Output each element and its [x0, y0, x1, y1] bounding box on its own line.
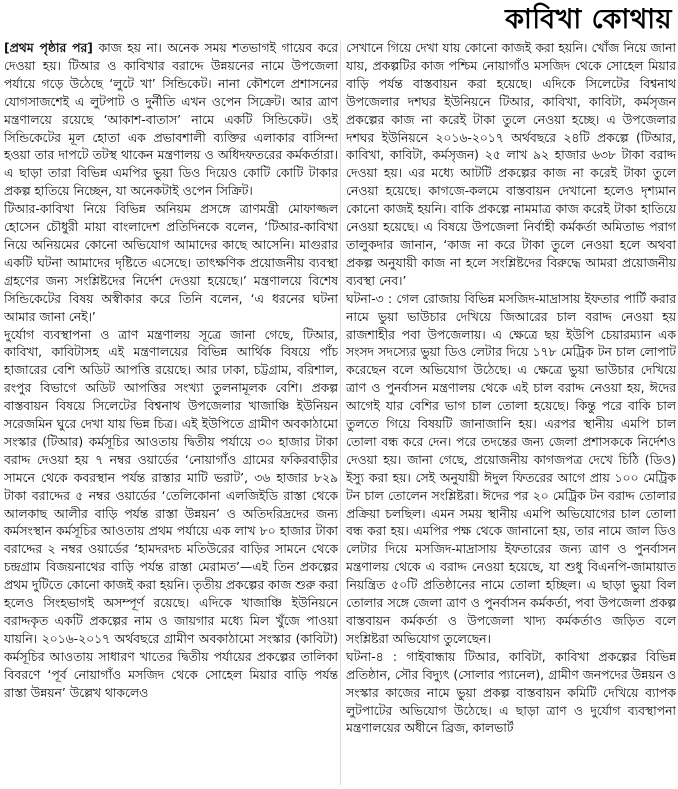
continuation-tag: [প্রথম পৃষ্ঠার পর] [4, 41, 93, 55]
paragraph: সেখানে গিয়ে দেখা যায় কোনো কাজই করা হয়নি। খোঁজ নিয়ে জানা যায়, প্রকল্পটির কাজ পশ্চিম নোয়াগাঁও মসজিদ থেকে সোহেল মিয়ার বাড়ি পর্যন্ত বাস্তবায়ন করা হয়েছে। এদিকে সিলেটের বিশ্বনাথ উপজেলার দশঘর ইউনিয়নে টিআর, কাবিখা, কাবিটা, কর্মসৃজন প্রকল্পের কাজ না করেই টাকা তুলে নেওয়া হচ্ছে। এ উপজেলার দশঘর ইউনিয়নে ২০১৬-২০১৭ অর্থবছরে ২৪টি প্রকল্পে (টিআর, কাবিখা, কাবিটা, কর্মসৃজন) ২৫ লাখ ৯২ হাজার ৬৩৮ টাকা বরাদ্দ দেওয়া হয়। এর মধ্যে আটটি প্রকল্পের কাজ না করেই টাকা তুলে নেওয়া হয়েছে। কাগজে-কলমে বাস্তবায়ন দেখানো হলেও দৃশ্যমান কোনো কাজই হয়নি। বাকি প্রকল্পে নামমাত্র কাজ করেই টাকা হাতিয়ে নেওয়া হয়েছে। এ বিষয়ে উপজেলা নির্বাহী কর্মকর্তা অমিতাভ পরাগ তালুকদার জানান, ‘কাজ না করে টাকা তুলে নেওয়া হলে অথবা প্রকল্প অনুযায়ী কাজ না হলে সংশ্লিষ্টদের বিরুদ্ধে আমরা প্রয়োজনীয় ব্যবস্থা নেব।’ [346, 41, 676, 288]
paragraph-text: কাজ হয় না। অনেক সময় শতভাগই গায়েব করে দেওয়া হয়। টিআর ও কাবিখার বরাদ্দে উন্নয়নের নামে উপজেলা পর্যায়ে গড়ে উঠেছে ‘লুটে খা’ সিন্ডিকেট। নানা কৌশলে প্রশাসনের যোগসাজশেই এ লুটপাট ও দুর্নীতি এখন ওপেন সিক্রেট। আর ত্রাণ মন্ত্রণালয়ে রয়েছে ‘আকাশ-বাতাস’ নামে একটি সিন্ডিকেট। ওই সিন্ডিকেটের মূল হোতা এক প্রভাবশালী ব্যক্তির এলাকার বাসিন্দা হওয়া তার দাপটে তটস্থ থাকেন মন্ত্রণালয় ও অধিদফতরের কর্মকর্তারা। এ ছাড়া তারা বিভিন্ন এমপির ভুয়া ডিও দিয়েও কোটি কোটি টাকার প্রকল্প হাতিয়ে নিচ্ছেন, যা অনেকটাই ওপেন সিক্রিট। [4, 41, 338, 199]
paragraph [4, 40, 338, 201]
headline: কাবিখা কোথায় [505, 4, 672, 35]
paragraph: টিআর-কাবিখা নিয়ে বিভিন্ন অনিয়ম প্রসঙ্গে ত্রাণমন্ত্রী মোফাজ্জল হোসেন চৌধুরী মায়া বাংলাদেশ প্রতিদিনকে বলেন, ‘টিআর-কাবিখা নিয়ে অনিয়মের কোনো অভিযোগ আমাদের কাছে আসেনি। মাগুরার একটি ঘটনা আমাদের দৃষ্টিতে এসেছে। তাৎক্ষণিক প্রয়োজনীয় ব্যবস্থা গ্রহণের জন্য সংশ্লিষ্টদের নির্দেশ দেওয়া হয়েছে।’ মন্ত্রণালয়ে বিশেষ সিন্ডিকেটের বিষয় অস্বীকার করে তিনি বলেন, ‘এ ধরনের ঘটনা আমার জানা নেই।’ [4, 202, 338, 324]
right-column [346, 40, 676, 788]
column-divider [340, 40, 341, 785]
paragraph: দুর্যোগ ব্যবস্থাপনা ও ত্রাণ মন্ত্রণালয় সূত্রে জানা গেছে, টিআর, কাবিখা, কাবিটাসহ এই মন্ত্রণালয়ের বিভিন্ন আর্থিক বিষয়ে পাঁচ হাজারের বেশি অডিট আপত্তি রয়েছে। আর ঢাকা, চট্টগ্রাম, বরিশাল, রংপুর বিভাগে অডিট আপত্তির সংখ্যা তুলনামূলক বেশি। প্রকল্প বাস্তবায়ন বিষয়ে সিলেটের বিশ্বনাথ উপজেলার খাজাঞ্চি ইউনিয়ন সরেজমিন ঘুরে দেখা যায় ভিন্ন চিত্র। এই ইউপিতে গ্রামীণ অবকাঠামো সংস্কার (টিআর) কর্মসূচির আওতায় দ্বিতীয় পর্যায়ে ৩০ হাজার টাকা বরাদ্দ দেওয়া হয় ৭ নম্বর ওয়ার্ডের ‘নোয়াগাঁও গ্রামের ফকিরবাড়ীর সামনে থেকে কবরস্থান পর্যন্ত রাস্তার মাটি ভরাট’, ৩৬ হাজার ৮২৯ টাকা বরাদ্দের ৫ নম্বর ওয়ার্ডের ‘তেলিকোনা এলজিইডি রাস্তা থেকে আলকাছ আলীর বাড়ি পর্যন্ত রাস্তা উন্নয়ন’ ও অতিদরিদ্রদের জন্য কর্মসংস্থান কর্মসূচির আওতায় প্রথম পর্যায়ে এক লাখ ৮০ হাজার টাকা বরাদ্দের ২ নম্বর ওয়ার্ডের ‘হামদরদচ মতিউরের বাড়ির সামনে থেকে চন্দ্রগ্রাম বিজয়নাথের বাড়ি পর্যন্ত রাস্তা মেরামত’—এই তিন প্রকল্পের প্রথম দুটিতে কোনো কাজই করা হয়নি। তৃতীয় প্রকল্পের কাজ শুরু করা হলেও সিংহভাগই অসম্পূর্ণ রয়েছে। এদিকে খাজাঞ্চি ইউনিয়নে বরাদ্দকৃত একটি প্রকল্পের নাম ও জায়গার মধ্যে মিল খুঁজে পাওয়া যায়নি। ২০১৬-২০১৭ অর্থবছরে গ্রামীণ অবকাঠামো সংস্কার (কাবিটা) কর্মসূচির আওতায় সাধারণ খাতের দ্বিতীয় পর্যায়ের প্রকল্পের তালিকা বিবরণে ‘পূর্ব নোয়াগাঁও মসজিদ থেকে সোহেল মিয়ার বাড়ি পর্যন্ত রাস্তা উন্নয়ন’ উল্লেখ থাকলেও [4, 327, 338, 700]
left-column [4, 40, 338, 788]
paragraph: ঘটনা-৩ : গেল রোজায় বিভিন্ন মসজিদ-মাদ্রাসায় ইফতার পার্টি করার নামে ভুয়া ভাউচার দেখিয়ে জিআরের চাল বরাদ্দ নেওয়া হয় রাজশাহীর পবা উপজেলায়। এ ক্ষেত্রে ছয় ইউপি চেয়ারম্যান এক সংসদ সদস্যের ভুয়া ডিও লেটার দিয়ে ১৭৮ মেট্রিক টন চাল লোপাট করেছেন বলে অভিযোগ উঠেছে। এ ক্ষেত্রে ভুয়া ভাউচার দেখিয়ে ত্রাণ ও পুনর্বাসন মন্ত্রণালয় থেকে এই চাল বরাদ্দ নেওয়া হয়, ঈদের আগেই যার বেশির ভাগ চাল তোলা হয়েছে। কিন্তু পরে বাকি চাল তুলতে গিয়ে বিষয়টি জানাজানি হয়। এরপর স্থানীয় এমপি চাল তোলা বন্ধ করে দেন। পরে তদন্তের জন্য জেলা প্রশাসককে নির্দেশও দেওয়া হয়। জানা গেছে, প্রয়োজনীয় কাগজপত্র দেখে চিঠি (ডিও) ইস্যু করা হয়। সেই অনুযায়ী ঈদুল ফিতরের আগে প্রায় ১০০ মেট্রিক টন চাল তোলেন সংশ্লিষ্টরা। ঈদের পর ২০ মেট্রিক টন বরাদ্দ তোলার প্রক্রিয়া চলছিল। এমন সময় স্থানীয় এমপি অভিযোগের চাল তোলা বন্ধ করা হয়। এমপির পক্ষ থেকে জানানো হয়, তার নামে জাল ডিও লেটার দিয়ে মসজিদ-মাদ্রাসায় ইফতারের জন্য ত্রাণ ও পুনর্বাসন মন্ত্রণালয় থেকে এ বরাদ্দ নেওয়া হয়েছে, যা শুধু বিএনপি-জামায়াত নিয়ন্ত্রিত ৫০টি প্রতিষ্ঠানের নামে তোলা হচ্ছিল। এ ছাড়া ভুয়া বিল তোলার সঙ্গে জেলা ত্রাণ ও পুনর্বাসন কর্মকর্তা, পবা উপজেলা প্রকল্প বাস্তবায়ন কর্মকর্তা ও উপজেলা খাদ্য কর্মকর্তাও জড়িত বলে সংশ্লিষ্টরা অভিযোগ তুলেছেন। [346, 291, 676, 646]
paragraph: ঘটনা-৪ : গাইবান্ধায় টিআর, কাবিটা, কাবিখা প্রকল্পের বিভিন্ন প্রতিষ্ঠান, সৌর বিদ্যুৎ (সোলার প্যানেল), গ্রামীণ জনপদের উন্নয়ন ও সংস্কার কাজের নামে ভুয়া প্রকল্প বাস্তবায়ন কমিটি দেখিয়ে ব্যাপক লুটপাটের অভিযোগ উঠেছে। এ ছাড়া ত্রাণ ও দুর্যোগ ব্যবস্থাপনা মন্ত্রণালয়ের অধীনে ব্রিজ, কালভার্ট [346, 649, 676, 736]
